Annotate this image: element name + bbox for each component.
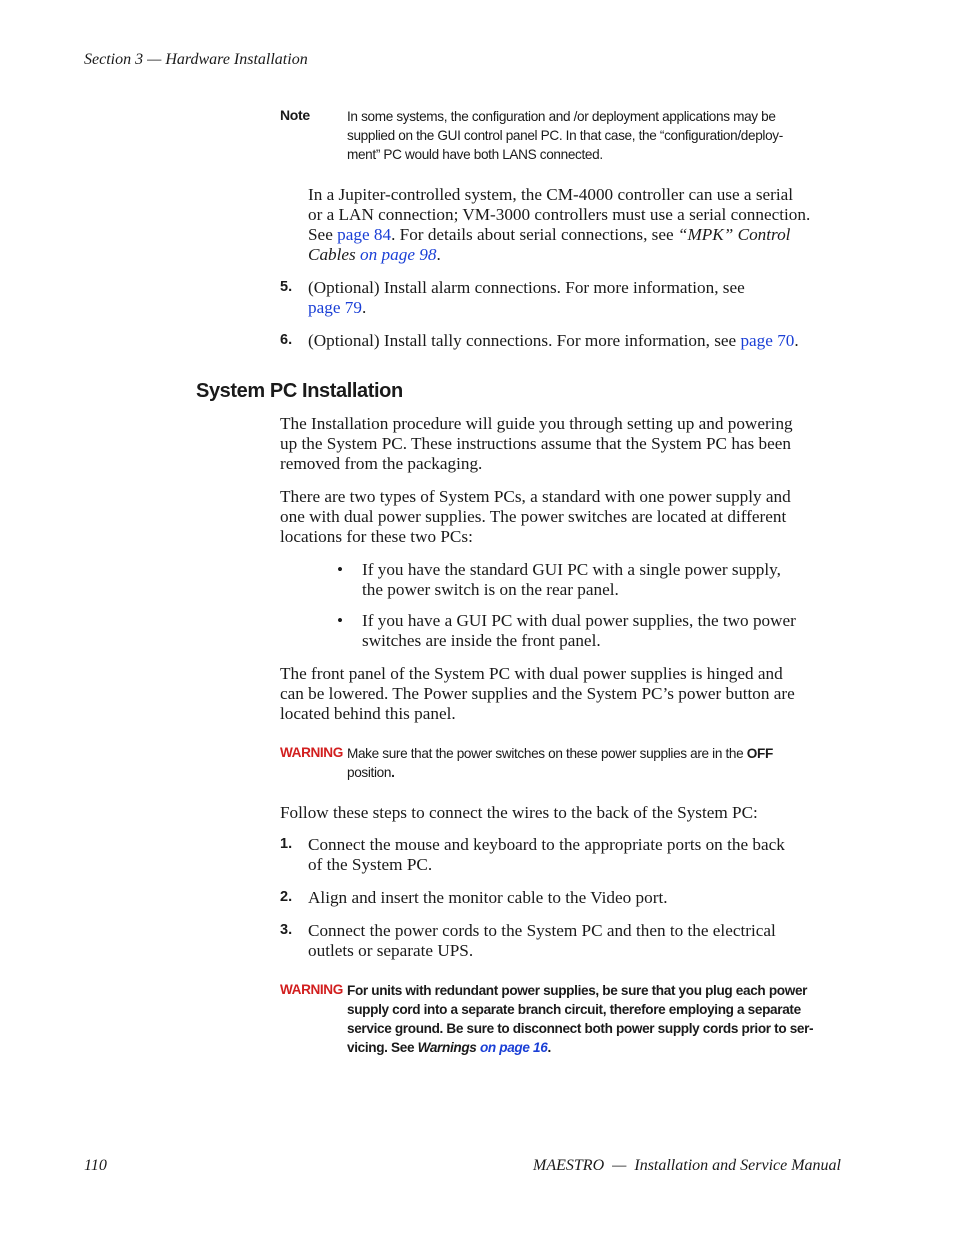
text: . For details about serial connections, see [391, 225, 678, 244]
step-line: Align and insert the monitor cable to the Video port. [308, 888, 668, 907]
paragraph-intro [280, 414, 793, 474]
bullet-line: switches are inside the front panel. [362, 631, 601, 650]
step-text [308, 921, 776, 961]
paragraph-line: In a Jupiter-controlled system, the CM-4000 controller can use a serial [308, 185, 794, 204]
text: . [361, 298, 367, 317]
xref-title: Warnings [417, 1040, 477, 1055]
step-number: 6. [280, 332, 293, 348]
warning-line: service ground. Be sure to disconnect both power supply cords prior to ser- [347, 1021, 814, 1036]
running-header: Section 3 — Hardware Installation [84, 51, 308, 68]
text: . [391, 765, 395, 780]
paragraph-front-panel [280, 664, 795, 724]
paragraph-line: can be lowered. The Power supplies and the System PC’s power button are [280, 684, 795, 703]
page-link[interactable]: page 70 [740, 331, 795, 350]
text: Make sure that the power switches on these power supplies are in the [347, 746, 747, 761]
warning-text [347, 981, 813, 1057]
text: . [547, 1040, 551, 1055]
text: OFF [746, 746, 773, 761]
bullet-dot: • [337, 611, 344, 630]
note-text [347, 107, 783, 164]
step-number: 2. [280, 889, 293, 905]
step-line: Connect the power cords to the System PC and then to the electrical [308, 921, 776, 940]
warning-line [347, 744, 773, 763]
text: See [308, 225, 338, 244]
step-text [308, 278, 745, 318]
page-link[interactable]: page 79 [308, 298, 362, 317]
step-line [308, 298, 745, 318]
note-line: ment” PC would have both LANS connected. [347, 147, 603, 162]
page-number: 110 [84, 1157, 107, 1174]
page-link[interactable]: on page 98 [360, 245, 437, 264]
warning-line [347, 763, 773, 782]
paragraph-line: up the System PC. These instructions assume that the System PC has been [280, 434, 791, 453]
bullet-line: If you have a GUI PC with dual power supplies, the two power [362, 611, 796, 630]
xref-title: Cables [308, 245, 356, 264]
bullet-item [362, 560, 781, 600]
page-link[interactable]: on page 16 [479, 1040, 548, 1055]
paragraph-line: The Installation procedure will guide you through setting up and powering [280, 414, 793, 433]
section-heading: System PC Installation [196, 380, 403, 402]
page-link[interactable]: page 84 [337, 225, 392, 244]
bullet-dot: • [337, 560, 344, 579]
text: vicing. See [347, 1040, 418, 1055]
paragraph-types [280, 487, 791, 547]
step-text [308, 888, 668, 908]
step-line: Connect the mouse and keyboard to the appropriate ports on the back [308, 835, 785, 854]
warning-label: WARNING [280, 982, 343, 997]
paragraph-follow: Follow these steps to connect the wires to the back of the System PC: [280, 803, 758, 822]
paragraph-line: There are two types of System PCs, a standard with one power supply and [280, 487, 791, 506]
bullet-item [362, 611, 796, 651]
warning-label: WARNING [280, 745, 343, 760]
step-text [308, 331, 799, 351]
warning-line: supply cord into a separate branch circuit, therefore employing a separate [347, 1002, 801, 1017]
step-line: (Optional) Install alarm connections. For more information, see [308, 278, 745, 297]
bullet-line: the power switch is on the rear panel. [362, 580, 619, 599]
warning-text [347, 744, 773, 782]
paragraph-line [308, 225, 810, 245]
paragraph-line: one with dual power supplies. The power switches are located at different [280, 507, 787, 526]
paragraph-line: or a LAN connection; VM-3000 controllers must use a serial connection. [308, 205, 811, 224]
step-text [308, 835, 785, 875]
paragraph-line [308, 245, 810, 265]
note-line: In some systems, the configuration and /or deployment applications may be [347, 109, 776, 124]
warning-line: For units with redundant power supplies, be sure that you plug each power [347, 983, 808, 998]
running-footer-title: MAESTRO — Installation and Service Manual [533, 1157, 841, 1174]
step-number: 1. [280, 836, 293, 852]
text: . [794, 331, 799, 350]
text: position [347, 765, 392, 780]
note-label: Note [280, 107, 310, 123]
bullet-line: If you have the standard GUI PC with a single power supply, [362, 560, 781, 579]
step-line [308, 331, 799, 351]
warning-line [347, 1038, 813, 1057]
jupiter-paragraph [308, 185, 810, 265]
step-line: of the System PC. [308, 855, 433, 874]
paragraph-line: The front panel of the System PC with dual power supplies is hinged and [280, 664, 783, 683]
step-line: outlets or separate UPS. [308, 941, 474, 960]
step-number: 5. [280, 279, 293, 295]
text: (Optional) Install tally connections. For more information, see [308, 331, 741, 350]
paragraph-line: removed from the packaging. [280, 454, 483, 473]
note-line: supplied on the GUI control panel PC. In that case, the “configuration/deploy- [347, 128, 783, 143]
paragraph-line: locations for these two PCs: [280, 527, 473, 546]
xref-title: “MPK” Control [677, 225, 791, 244]
step-number: 3. [280, 922, 293, 938]
text: . [436, 245, 441, 264]
paragraph-line: located behind this panel. [280, 704, 456, 723]
